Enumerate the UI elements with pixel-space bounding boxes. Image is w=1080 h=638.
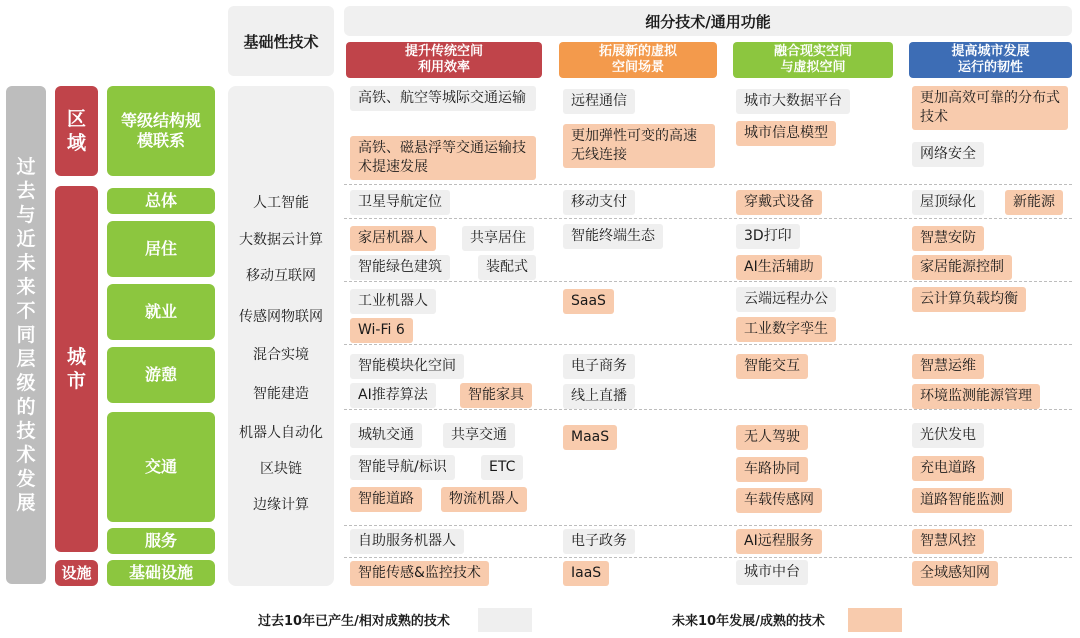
tech-chip: 智能家具 (460, 383, 532, 408)
tech-chip: 电子政务 (563, 529, 635, 554)
tech-chip: 共享居住 (462, 226, 534, 251)
tech-chip: 网络安全 (912, 142, 984, 167)
tech-chip: 城轨交通 (350, 423, 422, 448)
tech-chip: 全域感知网 (912, 561, 998, 586)
row-traffic: 交通 (107, 412, 215, 522)
tech-chip: 智能传感&监控技术 (350, 561, 489, 586)
row-separator (344, 409, 1072, 410)
tech-chip: Wi-Fi 6 (350, 318, 413, 343)
category-header-resilience: 提高城市发展 运行的韧性 (909, 42, 1072, 78)
facilities-label: 设施 (55, 560, 98, 586)
row-grade: 等级结构规模联系 (107, 86, 215, 176)
row-employment: 就业 (107, 284, 215, 340)
region-label: 区域 (55, 86, 98, 176)
tech-chip: 车载传感网 (736, 488, 822, 513)
tech-chip: 云计算负载均衡 (912, 287, 1026, 312)
foundation-tech-header: 基础性技术 (228, 6, 334, 76)
category-header-virtual: 拓展新的虚拟 空间场景 (559, 42, 717, 78)
tech-chip: AI远程服务 (736, 529, 822, 554)
tech-chip: 智能道路 (350, 487, 422, 512)
tech-chip: 云端远程办公 (736, 287, 836, 312)
tech-chip: 家居能源控制 (912, 255, 1012, 280)
tech-chip: 智慧运维 (912, 354, 984, 379)
tech-chip: 智能模块化空间 (350, 354, 464, 379)
tech-chip: 穿戴式设备 (736, 190, 822, 215)
row-separator (344, 525, 1072, 526)
tech-chip: 智能交互 (736, 354, 808, 379)
tech-chip: 工业机器人 (350, 289, 436, 314)
subdivision-header: 细分技术/通用功能 (344, 6, 1072, 36)
row-separator (344, 344, 1072, 345)
tech-chip: AI生活辅助 (736, 255, 822, 280)
legend-past-swatch (478, 608, 532, 632)
foundation-tech-item: 区块链 (260, 461, 302, 477)
legend-past-label: 过去10年已产生/相对成熟的技术 (258, 614, 450, 629)
tech-chip: 家居机器人 (350, 226, 436, 251)
tech-chip: 卫星导航定位 (350, 190, 450, 215)
tech-chip: 线上直播 (563, 384, 635, 409)
tech-chip: 物流机器人 (441, 487, 527, 512)
foundation-tech-item: 机器人自动化 (239, 425, 323, 441)
tech-chip: 充电道路 (912, 456, 984, 481)
legend-future-label: 未来10年发展/成熟的技术 (672, 614, 825, 629)
tech-chip: 工业数字孪生 (736, 317, 836, 342)
tech-chip: 屋顶绿化 (912, 190, 984, 215)
row-infrastructure: 基础设施 (107, 560, 215, 586)
tech-chip: 更加弹性可变的高速无线连接 (563, 124, 715, 168)
row-separator (344, 281, 1072, 282)
row-overall: 总体 (107, 188, 215, 214)
row-separator (344, 557, 1072, 558)
tech-chip: 电子商务 (563, 354, 635, 379)
tech-chip: AI推荐算法 (350, 383, 436, 408)
category-header-fusion: 融合现实空间 与虚拟空间 (733, 42, 893, 78)
tech-chip: 光伏发电 (912, 423, 984, 448)
foundation-tech-item: 混合实境 (253, 347, 309, 363)
foundation-tech-item: 边缘计算 (253, 497, 309, 513)
tech-chip: 城市信息模型 (736, 121, 836, 146)
tech-chip: 新能源 (1005, 190, 1063, 215)
foundation-tech-item: 传感网物联网 (239, 309, 323, 325)
tech-chip: ETC (481, 455, 523, 480)
tech-chip: 无人驾驶 (736, 425, 808, 450)
tech-chip: 高铁、磁悬浮等交通运输技术提速发展 (350, 136, 536, 180)
tech-chip: 智能绿色建筑 (350, 255, 450, 280)
row-living: 居住 (107, 221, 215, 277)
tech-chip: 车路协同 (736, 457, 808, 482)
row-separator (344, 184, 1072, 185)
tech-chip: 装配式 (478, 255, 536, 280)
tech-chip: MaaS (563, 425, 617, 450)
foundation-tech-item: 移动互联网 (246, 268, 316, 284)
foundation-tech-item: 人工智能 (253, 195, 309, 211)
foundation-tech-item: 大数据云计算 (239, 232, 323, 248)
row-service: 服务 (107, 528, 215, 554)
category-header-traditional: 提升传统空间 利用效率 (346, 42, 542, 78)
foundation-tech-item: 智能建造 (253, 386, 309, 402)
tech-chip: 自助服务机器人 (350, 529, 464, 554)
tech-chip: 3D打印 (736, 224, 800, 249)
legend-future-swatch (848, 608, 902, 632)
tech-chip: 城市大数据平台 (736, 89, 850, 114)
tech-chip: 共享交通 (443, 423, 515, 448)
tech-chip: 远程通信 (563, 89, 635, 114)
timeline-label: 过去与近未来不同层级的技术发展 (6, 86, 46, 584)
tech-chip: 道路智能监测 (912, 488, 1012, 513)
city-label: 城市 (55, 186, 98, 552)
tech-chip: 智慧风控 (912, 529, 984, 554)
tech-chip: 环境监测能源管理 (912, 384, 1040, 409)
tech-chip: 智慧安防 (912, 226, 984, 251)
tech-chip: 城市中台 (736, 560, 808, 585)
tech-chip: SaaS (563, 289, 614, 314)
tech-chip: 智能终端生态 (563, 224, 663, 249)
row-separator (344, 218, 1072, 219)
tech-chip: 高铁、航空等城际交通运输 (350, 86, 536, 111)
tech-chip: IaaS (563, 561, 609, 586)
tech-chip: 智能导航/标识 (350, 455, 455, 480)
row-leisure: 游憩 (107, 347, 215, 403)
tech-chip: 移动支付 (563, 190, 635, 215)
tech-chip: 更加高效可靠的分布式技术 (912, 86, 1068, 130)
